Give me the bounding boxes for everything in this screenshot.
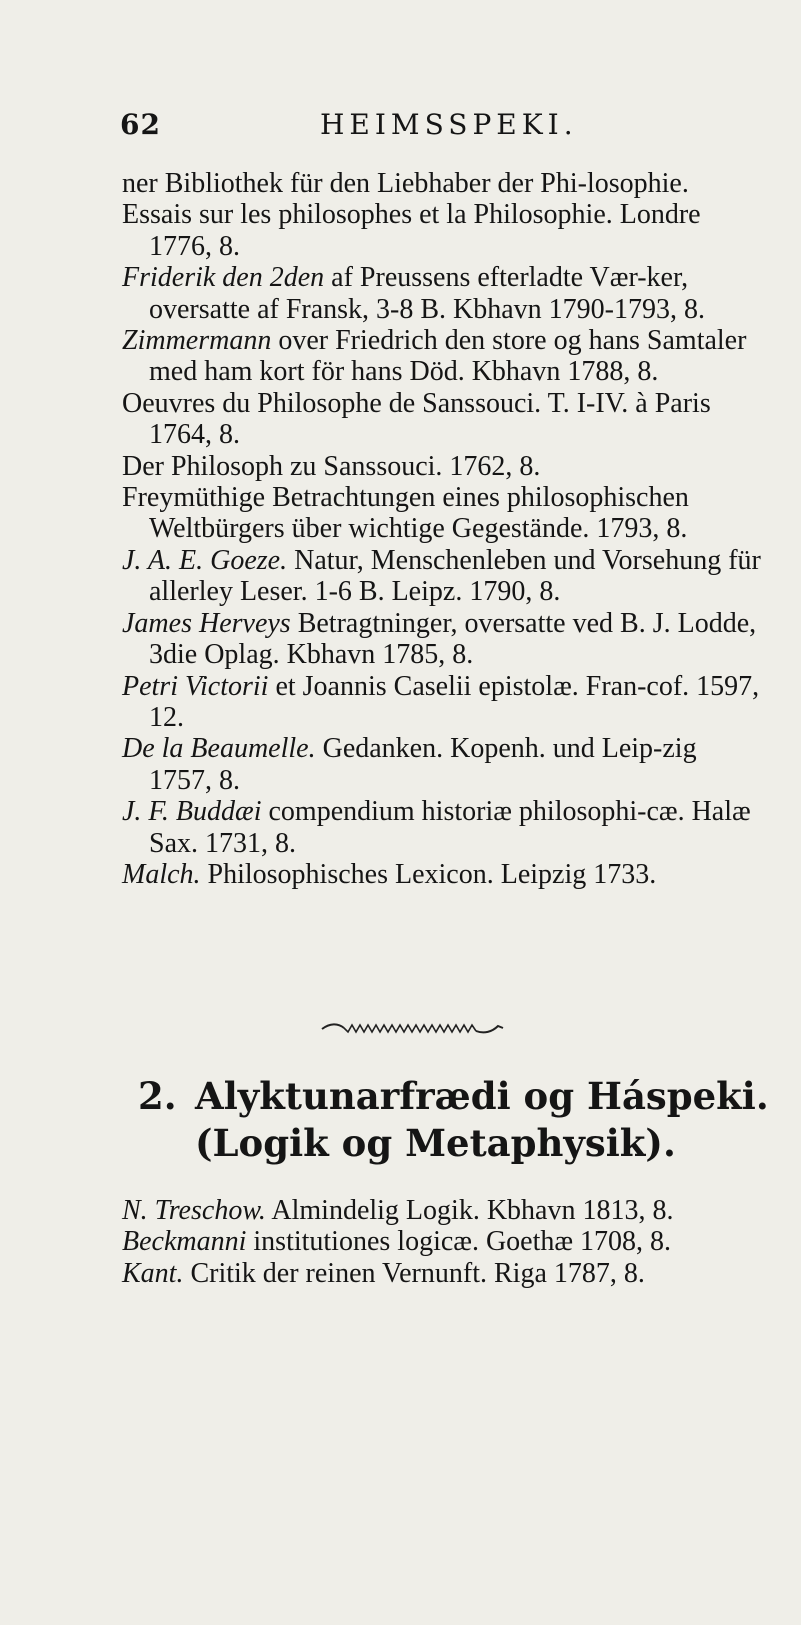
entry-text: Essais sur les philosophes et la Philosophie. Londre 1776, 8. <box>122 199 701 262</box>
entry-author: Friderik den 2den <box>122 262 325 294</box>
entry-author: J. F. Buddæi <box>122 796 262 828</box>
entry-text: et Joannis Caselii epistolæ. Fran-cof. 1597, 12. <box>149 670 760 733</box>
entry-text: over Friedrich den store og hans Samtaler med ham kort för hans Död. Kbhavn 1788, 8. <box>149 325 747 388</box>
bibliography-entry <box>122 199 762 262</box>
decorative-rule-ornament <box>320 1020 505 1036</box>
entry-author: Zimmermann <box>122 325 272 357</box>
bibliography-entry <box>122 796 762 859</box>
page-number: 62 <box>120 108 161 141</box>
entry-text: Almindelig Logik. Kbhavn 1813, 8. <box>271 1195 674 1226</box>
running-head: HEIMSSPEKI. <box>320 108 578 141</box>
entry-text: institutiones logicæ. Goethæ 1708, 8. <box>253 1226 672 1258</box>
entry-text: Philosophisches Lexicon. Leipzig 1733. <box>207 858 657 890</box>
bibliography-entry <box>122 168 762 199</box>
entry-text: Critik der reinen Vernunft. Riga 1787, 8. <box>190 1257 645 1289</box>
section-title: Alyktunarfrædi og Háspeki. <box>195 1074 769 1118</box>
bibliography-entry <box>122 388 762 451</box>
entry-text: Gedanken. Kopenh. und Leip-zig 1757, 8. <box>149 733 697 796</box>
entry-author: Beckmanni <box>122 1226 247 1258</box>
section-heading <box>138 1073 778 1167</box>
entry-author: De la Beaumelle. <box>122 733 316 765</box>
entry-text: af Preussens efterladte Vær-ker, oversatte af Fransk, 3-8 B. Kbhavn 1790-1793, 8. <box>149 262 706 325</box>
bibliography-entry <box>122 1226 762 1257</box>
bibliography-entry <box>122 325 762 388</box>
entry-author: J. A. E. Goeze. <box>122 544 288 576</box>
page-header <box>0 108 801 148</box>
entry-author: Kant. <box>122 1257 184 1289</box>
section-subtitle: (Logik og Metaphysik). <box>195 1121 676 1165</box>
entry-text: compendium historiæ philosophi-cæ. Halæ Sax. 1731, 8. <box>149 796 751 859</box>
bibliography-entry <box>122 671 762 734</box>
bibliography-entry <box>122 1258 762 1289</box>
section-number: 2. <box>138 1074 177 1118</box>
bibliography-entry <box>122 1195 762 1226</box>
bibliography-entry <box>122 451 762 482</box>
bibliography-entry <box>122 545 762 608</box>
bibliography-list-logic <box>122 1195 762 1289</box>
entry-text: ner Bibliothek für den Liebhaber der Phi-losophie. <box>122 168 689 199</box>
entry-author: Petri Victorii <box>122 670 269 702</box>
bibliography-list <box>122 168 762 890</box>
entry-text: Freymüthige Betrachtungen eines philosophischen Weltbürgers über wichtige Gegestände. 1793, 8. <box>122 482 689 545</box>
bibliography-entry <box>122 859 762 890</box>
entry-author: N. Treschow. <box>122 1195 266 1226</box>
entry-author: Malch. <box>122 858 201 890</box>
bibliography-entry <box>122 733 762 796</box>
entry-author: James Herveys <box>122 607 291 639</box>
entry-text: Betragtninger, oversatte ved B. J. Lodde, 3die Oplag. Kbhavn 1785, 8. <box>149 607 757 671</box>
bibliography-entry <box>122 608 762 671</box>
entry-text: Oeuvres du Philosophe de Sanssouci. T. I-IV. à Paris 1764, 8. <box>122 387 711 451</box>
entry-text: Der Philosoph zu Sanssouci. 1762, 8. <box>122 450 541 482</box>
bibliography-entry <box>122 482 762 545</box>
entry-text: Natur, Menschenleben und Vorsehung für allerley Leser. 1-6 B. Leipz. 1790, 8. <box>149 544 761 608</box>
bibliography-entry <box>122 262 762 325</box>
